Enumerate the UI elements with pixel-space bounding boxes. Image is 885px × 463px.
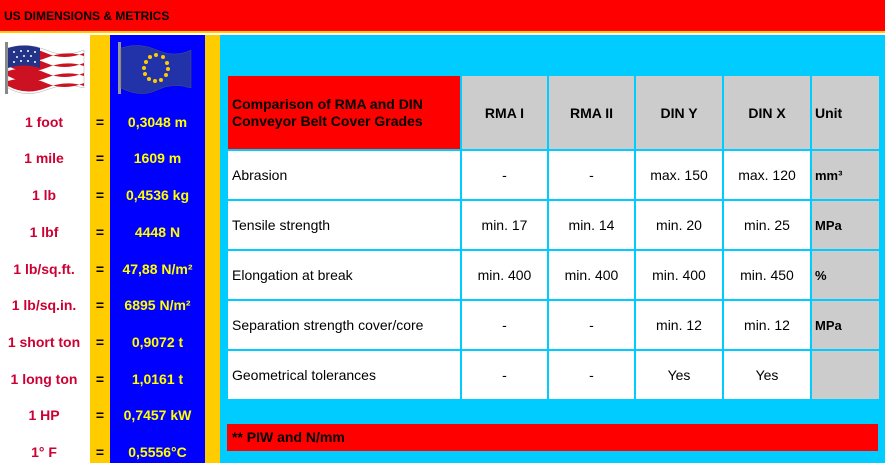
conversion-row bbox=[0, 442, 205, 462]
comparison-table bbox=[226, 74, 881, 401]
table-cell: min. 400 bbox=[549, 251, 634, 299]
us-unit: 1 short ton bbox=[7, 334, 81, 350]
row-label: Separation strength cover/core bbox=[228, 301, 460, 349]
us-unit: 1 foot bbox=[24, 114, 64, 130]
column-header: RMA II bbox=[549, 76, 634, 149]
table-cell: - bbox=[549, 351, 634, 399]
table-title-line: Comparison of RMA and DIN bbox=[232, 95, 423, 112]
table-cell: min. 12 bbox=[724, 301, 810, 349]
table-row bbox=[228, 251, 879, 299]
footnote-bar bbox=[227, 424, 878, 451]
table-title-line: Conveyor Belt Cover Grades bbox=[232, 112, 423, 129]
table-cell: min. 17 bbox=[462, 201, 547, 249]
us-unit: 1 lb bbox=[31, 187, 57, 203]
page-header bbox=[0, 0, 885, 33]
row-label: Abrasion bbox=[228, 151, 460, 199]
table-cell: - bbox=[462, 151, 547, 199]
metric-value: 6895 N/m² bbox=[124, 297, 191, 313]
us-flag-icon bbox=[5, 42, 85, 94]
page-title: US DIMENSIONS & METRICS bbox=[4, 9, 170, 23]
conversion-row bbox=[0, 405, 205, 425]
metric-value: 47,88 N/m² bbox=[122, 261, 193, 277]
metric-value: 0,3048 m bbox=[127, 114, 188, 130]
conversion-row bbox=[0, 259, 205, 279]
unit-cell: MPa bbox=[812, 201, 879, 249]
equals-sign: = bbox=[95, 407, 105, 423]
us-unit: 1 HP bbox=[28, 407, 60, 423]
table-cell: max. 120 bbox=[724, 151, 810, 199]
table-cell: - bbox=[462, 301, 547, 349]
conversion-row bbox=[0, 112, 205, 132]
column-header: DIN X bbox=[724, 76, 810, 149]
metric-value: 1,0161 t bbox=[131, 371, 184, 387]
equals-column bbox=[90, 35, 110, 463]
column-header: DIN Y bbox=[636, 76, 722, 149]
footnote-text: ** PIW and N/mm bbox=[232, 429, 345, 445]
table-cell: min. 25 bbox=[724, 201, 810, 249]
metric-value: 1609 m bbox=[133, 150, 182, 166]
table-cell: - bbox=[549, 301, 634, 349]
table-cell: min. 400 bbox=[636, 251, 722, 299]
conversion-row bbox=[0, 332, 205, 352]
column-separator bbox=[205, 35, 220, 463]
row-label: Tensile strength bbox=[228, 201, 460, 249]
unit-cell: MPa bbox=[812, 301, 879, 349]
unit-cell: % bbox=[812, 251, 879, 299]
us-unit: 1 lbf bbox=[29, 224, 59, 240]
row-label: Geometrical tolerances bbox=[228, 351, 460, 399]
conversion-row bbox=[0, 148, 205, 168]
table-title bbox=[228, 76, 460, 149]
table-row bbox=[228, 201, 879, 249]
us-unit: 1 lb/sq.ft. bbox=[13, 261, 75, 277]
table-row bbox=[228, 151, 879, 199]
conversion-row bbox=[0, 222, 205, 242]
table-cell: Yes bbox=[636, 351, 722, 399]
equals-sign: = bbox=[95, 187, 105, 203]
table-cell: min. 14 bbox=[549, 201, 634, 249]
metric-value: 0,5556°C bbox=[128, 444, 187, 460]
us-unit: 1 long ton bbox=[10, 371, 78, 387]
us-unit: 1 lb/sq.in. bbox=[11, 297, 77, 313]
us-unit: 1 mile bbox=[24, 150, 64, 166]
table-cell: max. 150 bbox=[636, 151, 722, 199]
conversion-row bbox=[0, 185, 205, 205]
table-row bbox=[228, 351, 879, 399]
equals-sign: = bbox=[95, 224, 105, 240]
equals-sign: = bbox=[95, 114, 105, 130]
metric-value: 0,7457 kW bbox=[123, 407, 192, 423]
table-cell: min. 20 bbox=[636, 201, 722, 249]
unit-cell: mm³ bbox=[812, 151, 879, 199]
row-label: Elongation at break bbox=[228, 251, 460, 299]
table-cell: - bbox=[462, 351, 547, 399]
conversion-row bbox=[0, 369, 205, 389]
equals-sign: = bbox=[95, 297, 105, 313]
table-cell: - bbox=[549, 151, 634, 199]
table-row bbox=[228, 301, 879, 349]
table-header-row bbox=[228, 76, 879, 149]
metric-value: 0,4536 kg bbox=[125, 187, 190, 203]
table-cell: Yes bbox=[724, 351, 810, 399]
column-header: RMA I bbox=[462, 76, 547, 149]
table-cell: min. 12 bbox=[636, 301, 722, 349]
column-header: Unit bbox=[812, 76, 879, 149]
equals-sign: = bbox=[95, 371, 105, 387]
metric-column bbox=[110, 35, 205, 463]
table-cell: min. 400 bbox=[462, 251, 547, 299]
metric-value: 4448 N bbox=[134, 224, 181, 240]
unit-cell bbox=[812, 351, 879, 399]
equals-sign: = bbox=[95, 261, 105, 277]
equals-sign: = bbox=[95, 444, 105, 460]
us-unit: 1° F bbox=[31, 444, 57, 460]
eu-flag-icon bbox=[118, 42, 194, 94]
metric-value: 0,9072 t bbox=[131, 334, 184, 350]
equals-sign: = bbox=[95, 334, 105, 350]
equals-sign: = bbox=[95, 150, 105, 166]
us-column bbox=[0, 35, 90, 463]
conversion-row bbox=[0, 295, 205, 315]
table-cell: min. 450 bbox=[724, 251, 810, 299]
